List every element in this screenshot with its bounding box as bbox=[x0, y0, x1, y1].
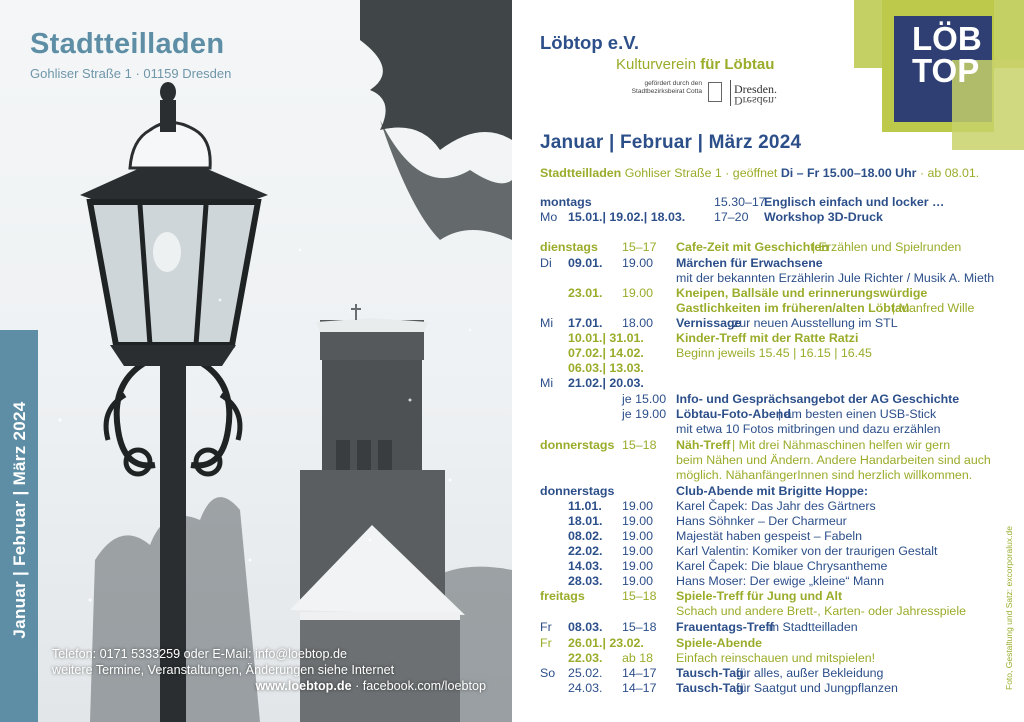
schedule-cell: 19.00 bbox=[622, 286, 654, 300]
schedule-cell: Vernissage bbox=[676, 316, 742, 330]
schedule-cell: 14.03. bbox=[568, 559, 603, 573]
schedule-cell: Mi bbox=[540, 316, 554, 330]
schedule-cell: ab 18 bbox=[622, 651, 654, 665]
schedule-cell: 17–20 bbox=[714, 210, 749, 224]
contact-phone-email: Telefon: 0171 5333259 oder E-Mail: info@loebtop.de bbox=[52, 647, 347, 661]
contact-more-info: weitere Termine, Veranstaltungen, Änderungen siehe Internet bbox=[52, 663, 395, 677]
credit-line: Foto, Gestaltung und Satz: excorporalux.de bbox=[1004, 526, 1014, 690]
org-subtitle-bold: für Löbtau bbox=[700, 56, 775, 73]
website-link[interactable]: www.loebtop.de bbox=[255, 679, 352, 693]
schedule-cell: Kinder-Treff mit der Ratte Ratzi bbox=[676, 331, 859, 345]
schedule-cell: So bbox=[540, 666, 556, 680]
schedule-cell: Hans Söhnker – Der Charmeur bbox=[676, 514, 847, 528]
schedule-cell: Di bbox=[540, 256, 552, 270]
schedule-cell: dienstags bbox=[540, 240, 598, 254]
schedule-cell: freitags bbox=[540, 589, 585, 603]
schedule-cell: 08.02. bbox=[568, 529, 603, 543]
schedule-cell: mit der bekannten Erzählerin Jule Richter / Musik A. Mieth bbox=[676, 271, 995, 285]
schedule-cell: 18.01. bbox=[568, 514, 603, 528]
schedule-cell: Club-Abende mit Brigitte Hoppe: bbox=[676, 484, 869, 498]
schedule-cell: | Erzählen und Spielrunden bbox=[812, 240, 962, 254]
left-address: Gohliser Straße 1 · 01159 Dresden bbox=[30, 66, 232, 81]
schedule-cell: | Mit drei Nähmaschinen helfen wir gern bbox=[732, 438, 951, 452]
schedule-cell: 18.00 bbox=[622, 316, 654, 330]
schedule-cell: Tausch-Tag bbox=[676, 681, 744, 695]
schedule-cell: Gastlichkeiten im früheren/alten Löbtau bbox=[676, 301, 910, 315]
schedule-cell: Einfach reinschauen und mitspielen! bbox=[676, 651, 876, 665]
opening-info bbox=[540, 166, 979, 180]
opening-info-start: · ab 08.01. bbox=[916, 166, 980, 180]
program-page bbox=[512, 0, 1024, 722]
schedule-cell: für alles, außer Bekleidung bbox=[736, 666, 884, 680]
schedule-cell: Karel Čapek: Das Jahr des Gärtners bbox=[676, 499, 876, 513]
city-crest-icon bbox=[708, 82, 722, 102]
schedule-cell: 28.03. bbox=[568, 574, 603, 588]
schedule-cell: Märchen für Erwachsene bbox=[676, 256, 823, 270]
schedule-cell: 15–18 bbox=[622, 589, 657, 603]
schedule-cell: donnerstags bbox=[540, 484, 615, 498]
opening-info-hours: Di – Fr 15.00–18.00 Uhr bbox=[780, 166, 917, 180]
schedule-cell: Spiele-Treff für Jung und Alt bbox=[676, 589, 843, 603]
schedule-cell: 21.02.| 20.03. bbox=[568, 376, 644, 390]
schedule-cell: 19.00 bbox=[622, 574, 654, 588]
schedule-cell: Näh-Treff bbox=[676, 438, 731, 452]
schedule-cell: 19.00 bbox=[622, 514, 654, 528]
schedule-cell: 14–17 bbox=[622, 681, 657, 695]
schedule-cell: 24.03. bbox=[568, 681, 603, 695]
schedule-cell: beim Nähen und Ändern. Andere Handarbeiten sind auch bbox=[676, 453, 991, 467]
schedule-cell: montags bbox=[540, 195, 592, 209]
schedule-cell: mit etwa 10 Fotos mitbringen und dazu erzählen bbox=[676, 422, 941, 436]
org-subtitle bbox=[616, 56, 774, 73]
schedule-cell: Majestät haben gespeist – Fabeln bbox=[676, 529, 862, 543]
schedule-cell: zur neuen Ausstellung im STL bbox=[733, 316, 898, 330]
schedule-cell: 14–17 bbox=[622, 666, 657, 680]
schedule-cell: 15.30–17 bbox=[714, 195, 766, 209]
schedule-cell: 10.01.| 31.01. bbox=[568, 331, 644, 345]
schedule-cell: 09.01. bbox=[568, 256, 603, 270]
schedule-cell: Beginn jeweils 15.45 | 16.15 | 16.45 bbox=[676, 346, 872, 360]
schedule-cell: Tausch-Tag bbox=[676, 666, 744, 680]
schedule-cell: donnerstags bbox=[540, 438, 615, 452]
program-heading: Januar | Februar | März 2024 bbox=[540, 132, 802, 153]
schedule-cell: 22.02. bbox=[568, 544, 603, 558]
schedule-cell: für Saatgut und Jungpflanzen bbox=[736, 681, 898, 695]
schedule-cell: 15–18 bbox=[622, 438, 657, 452]
contact-block bbox=[36, 646, 486, 694]
schedule-cell: Workshop 3D-Druck bbox=[764, 210, 883, 224]
schedule-cell: Löbtau-Foto-Abend bbox=[676, 407, 791, 421]
schedule-cell: 19.00 bbox=[622, 499, 654, 513]
schedule-cell: Karel Čapek: Die blaue Chrysantheme bbox=[676, 559, 888, 573]
schedule-cell: Schach und andere Brett-, Karten- oder Jahresspiele bbox=[676, 604, 966, 618]
facebook-link[interactable]: · facebook.com/loebtop bbox=[355, 679, 486, 693]
schedule-cell: 15.01.| 19.02.| 18.03. bbox=[568, 210, 686, 224]
schedule-cell: Mo bbox=[540, 210, 558, 224]
sponsor-divider bbox=[730, 80, 731, 106]
schedule-cell: im Stadtteilladen bbox=[766, 620, 858, 634]
vertical-season-label: Januar | Februar | März 2024 bbox=[10, 401, 29, 639]
sponsor-city bbox=[734, 83, 777, 107]
sponsor-city-name: Dresden. bbox=[734, 82, 777, 96]
schedule-cell: Hans Moser: Der ewige „kleine“ Mann bbox=[676, 574, 884, 588]
schedule-cell: 17.01. bbox=[568, 316, 603, 330]
contact-web-line bbox=[36, 678, 486, 694]
logo-text-bottom: TOP bbox=[912, 52, 980, 89]
schedule-cell: Englisch einfach und locker … bbox=[764, 195, 945, 209]
schedule-cell: | am besten einen USB-Stick bbox=[778, 407, 937, 421]
org-subtitle-prefix: Kulturverein bbox=[616, 56, 701, 73]
schedule-cell: Frauentags-Treff bbox=[676, 620, 774, 634]
schedule-cell: | Manfred Wille bbox=[892, 301, 975, 315]
schedule-cell: Kneipen, Ballsäle und erinnerungswürdige bbox=[676, 286, 928, 300]
schedule-cell: möglich. NähanfängerInnen sind herzlich willkommen. bbox=[676, 468, 973, 482]
schedule-cell: 19.00 bbox=[622, 256, 654, 270]
sponsor-city-mirror: Dresden. bbox=[734, 94, 777, 108]
schedule-cell: je 19.00 bbox=[622, 407, 667, 421]
loebtop-logo bbox=[854, 0, 1024, 150]
schedule-cell: 06.03.| 13.03. bbox=[568, 361, 644, 375]
schedule-cell: Cafe-Zeit mit Geschichten bbox=[676, 240, 829, 254]
schedule-cell: 07.02.| 14.02. bbox=[568, 346, 644, 360]
schedule-cell: Karl Valentin: Komiker von der traurigen Gestalt bbox=[676, 544, 938, 558]
schedule-cell: 26.01.| 23.02. bbox=[568, 636, 644, 650]
schedule-cell: 19.00 bbox=[622, 529, 654, 543]
org-name: Löbtop e.V. bbox=[540, 32, 640, 53]
schedule-cell: 25.02. bbox=[568, 666, 603, 680]
schedule-cell: 11.01. bbox=[568, 499, 602, 513]
logo-text-top: LÖB bbox=[912, 20, 982, 57]
left-title: Stadtteilladen bbox=[30, 28, 225, 60]
schedule-cell: 22.03. bbox=[568, 651, 603, 665]
schedule-cell: Mi bbox=[540, 376, 554, 390]
sponsor-block bbox=[616, 80, 816, 108]
schedule-cell: 08.03. bbox=[568, 620, 603, 634]
schedule-cell: Fr bbox=[540, 636, 552, 650]
schedule-cell: Spiele-Abende bbox=[676, 636, 763, 650]
schedule-cell: 15–17 bbox=[622, 240, 657, 254]
opening-info-place: Stadtteilladen bbox=[540, 166, 622, 180]
schedule-cell: Fr bbox=[540, 620, 552, 634]
schedule-cell: 19.00 bbox=[622, 544, 654, 558]
sponsor-text: gefördert durch den Stadtbezirksbeirat Cotta bbox=[631, 80, 702, 95]
opening-info-address: Gohliser Straße 1 · geöffnet bbox=[621, 166, 781, 180]
schedule-cell: 19.00 bbox=[622, 559, 654, 573]
schedule-cell: je 15.00 bbox=[622, 392, 667, 406]
schedule-cell: 15–18 bbox=[622, 620, 657, 634]
schedule-cell: Info- und Gesprächsangebot der AG Geschichte bbox=[676, 392, 960, 406]
schedule-cell: 23.01. bbox=[568, 286, 603, 300]
